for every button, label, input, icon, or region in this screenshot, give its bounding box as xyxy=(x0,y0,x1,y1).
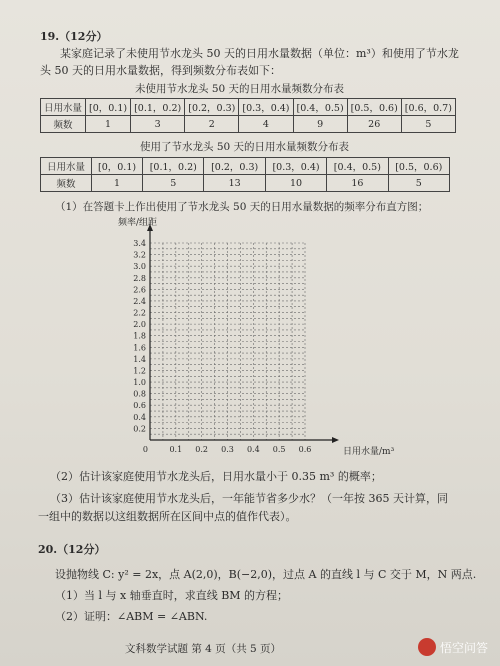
q20-part2: （2）证明：∠ABM = ∠ABN. xyxy=(55,610,208,623)
y-tick-label: 3.0 xyxy=(133,262,146,272)
table1-interval: [0，0.1) xyxy=(86,99,131,116)
y-tick-label: 2.8 xyxy=(133,273,146,283)
table1-row-label: 频数 xyxy=(41,116,86,133)
x-axis-arrow xyxy=(332,437,339,443)
table1-interval: [0.6，0.7) xyxy=(401,99,455,116)
table1-count: 3 xyxy=(131,116,185,133)
y-tick-label: 0.4 xyxy=(133,412,146,422)
y-tick-label: 1.8 xyxy=(133,331,146,341)
table1-count: 9 xyxy=(293,116,347,133)
y-tick-label: 1.6 xyxy=(133,343,146,353)
table1-title: 未使用节水龙头 50 天的日用水量频数分布表 xyxy=(135,83,345,95)
x-tick-label: 0.5 xyxy=(272,445,286,454)
table1-count: 5 xyxy=(401,116,455,133)
y-tick-label: 2.0 xyxy=(133,320,146,330)
q19-intro-line2: 头 50 天的日用水量数据，得到频数分布表如下： xyxy=(40,64,281,77)
q20-part1: （1）当 l 与 x 轴垂直时，求直线 BM 的方程； xyxy=(55,589,289,602)
q19-part2: （2）估计该家庭使用节水龙头后，日用水量小于 0.35 m³ 的概率； xyxy=(50,470,382,483)
table1-count: 26 xyxy=(347,116,401,133)
q20-line1: 设抛物线 C: y² = 2x，点 A(2,0)，B(−2,0)，过点 A 的直线 l 与 C 交于 M，N 两点. xyxy=(55,568,477,581)
watermark-text: 悟空问答 xyxy=(439,640,488,655)
q19-title: 19.（12分） xyxy=(40,30,108,43)
table2-interval: [0.3，0.4) xyxy=(265,158,326,175)
x-tick-label: 0.3 xyxy=(221,445,234,454)
y-tick-label: 2.2 xyxy=(133,308,146,318)
x-axis-title: 日用水量/m³ xyxy=(343,447,395,457)
y-tick-label: 3.2 xyxy=(133,250,146,260)
table1-header-label: 日用水量 xyxy=(41,99,86,116)
q19-part3-line1: （3）估计该家庭使用节水龙头后，一年能节省多少水？（一年按 365 天计算，同 xyxy=(50,492,448,505)
x-tick-label: 0.2 xyxy=(195,445,209,454)
table2-interval: [0.5，0.6) xyxy=(388,158,449,175)
table1-count: 4 xyxy=(239,116,293,133)
table1-interval: [0.1，0.2) xyxy=(131,99,185,116)
page-footer: 文科数学试题 第 4 页（共 5 页） xyxy=(125,643,282,655)
table1-interval: [0.4，0.5) xyxy=(293,99,347,116)
table2-count: 16 xyxy=(327,175,388,192)
y-tick-label: 0.8 xyxy=(133,389,146,399)
table2-count: 5 xyxy=(388,175,449,192)
table2-interval: [0，0.1) xyxy=(92,158,143,175)
y-tick-label: 0.2 xyxy=(133,424,146,434)
table2-count: 13 xyxy=(204,175,265,192)
table2-interval: [0.2，0.3) xyxy=(204,158,265,175)
table1-count: 2 xyxy=(185,116,239,133)
y-axis-title: 频率/组距 xyxy=(118,218,158,228)
table2-row-label: 频数 xyxy=(41,175,92,192)
table2-count: 5 xyxy=(143,175,204,192)
y-tick-label: 3.4 xyxy=(133,239,146,248)
origin-label: 0 xyxy=(142,445,148,454)
q19-part3-line2: 一组中的数据以这组数据所在区间中点的值作代表）。 xyxy=(38,510,297,523)
table1-interval: [0.3，0.4) xyxy=(239,99,293,116)
y-tick-label: 1.2 xyxy=(133,366,146,376)
table2-count: 10 xyxy=(265,175,326,192)
watermark-logo-icon xyxy=(418,638,436,656)
y-tick-label: 1.0 xyxy=(133,378,146,388)
q19-intro-line1: 某家庭记录了未使用节水龙头 50 天的日用水量数据（单位：m³）和使用了节水龙 xyxy=(60,47,459,60)
table2-count: 1 xyxy=(92,175,143,192)
table1-interval: [0.2，0.3) xyxy=(185,99,239,116)
y-tick-label: 2.6 xyxy=(133,285,146,295)
table1-interval: [0.5，0.6) xyxy=(347,99,401,116)
x-tick-label: 0.6 xyxy=(298,445,312,454)
table1-count: 1 xyxy=(86,116,131,133)
x-tick-label: 0.1 xyxy=(169,445,183,454)
y-tick-label: 0.6 xyxy=(133,401,146,411)
table2-title: 使用了节水龙头 50 天的日用水量频数分布表 xyxy=(140,141,350,153)
y-tick-label: 1.4 xyxy=(133,354,146,364)
y-tick-label: 2.4 xyxy=(133,296,146,306)
table2-header-label: 日用水量 xyxy=(41,158,92,175)
watermark xyxy=(418,638,488,656)
table2-interval: [0.4，0.5) xyxy=(327,158,388,175)
x-tick-label: 0.4 xyxy=(246,445,260,454)
table2-interval: [0.1，0.2) xyxy=(143,158,204,175)
q19-part1: （1）在答题卡上作出使用了节水龙头 50 天的日用水量数据的频率分布直方图； xyxy=(55,201,429,213)
q20-title: 20.（12分） xyxy=(38,543,106,556)
